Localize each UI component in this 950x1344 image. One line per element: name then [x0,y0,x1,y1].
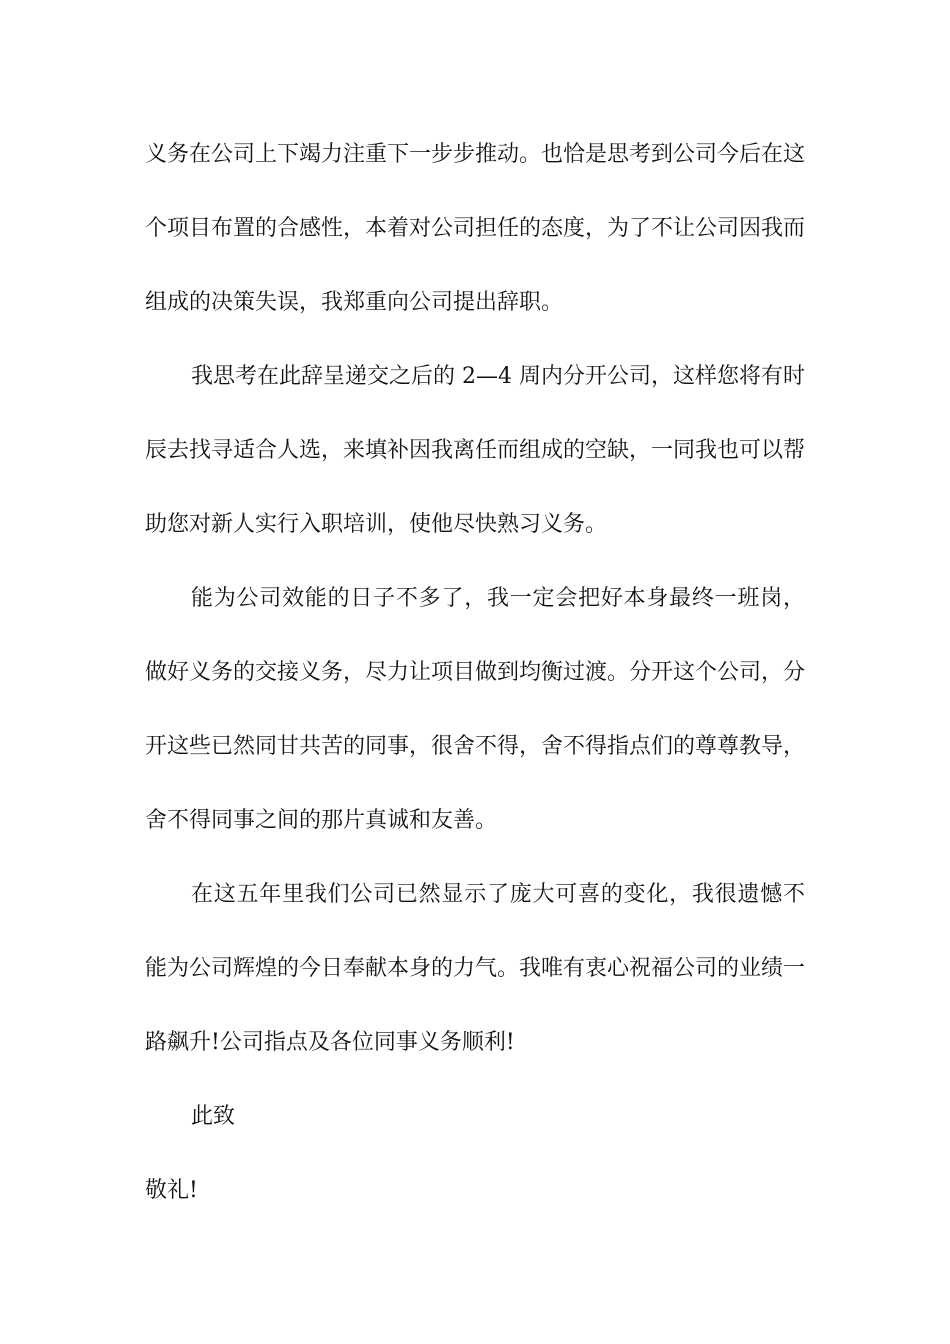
letter-body [145,118,805,1228]
paragraph-3: 能为公司效能的日子不多了，我一定会把好本身最终一班岗，做好义务的交接义务，尽力让项目做到均衡过渡。分开这个公司，分开这些已然同甘共苦的同事，很舍不得，舍不得指点们的尊尊教导，舍不得同事之间的那片真诚和友善。 [145,586,806,833]
closing-salutation: 此致 [191,1104,236,1129]
paragraph-2: 我思考在此辞呈递交之后的 2—4 周内分开公司，这样您将有时辰去找寻适合人选，来填补因我离任而组成的空缺，一同我也可以帮助您对新人实行入职培训，使他尽快熟习义务。 [145,364,806,537]
paragraph-4: 在这五年里我们公司已然显示了庞大可喜的变化，我很遗憾不能为公司辉煌的今日奉献本身的力气。我唯有衷心祝福公司的业绩一路飙升!公司指点及各位同事义务顺利! [145,882,806,1055]
closing-regards: 敬礼! [145,1178,198,1203]
paragraph-1: 义务在公司上下竭力注重下一步步推动。也恰是思考到公司今后在这个项目布置的合感性，本着对公司担任的态度，为了不让公司因我而组成的决策失误，我郑重向公司提出辞职。 [145,142,806,315]
